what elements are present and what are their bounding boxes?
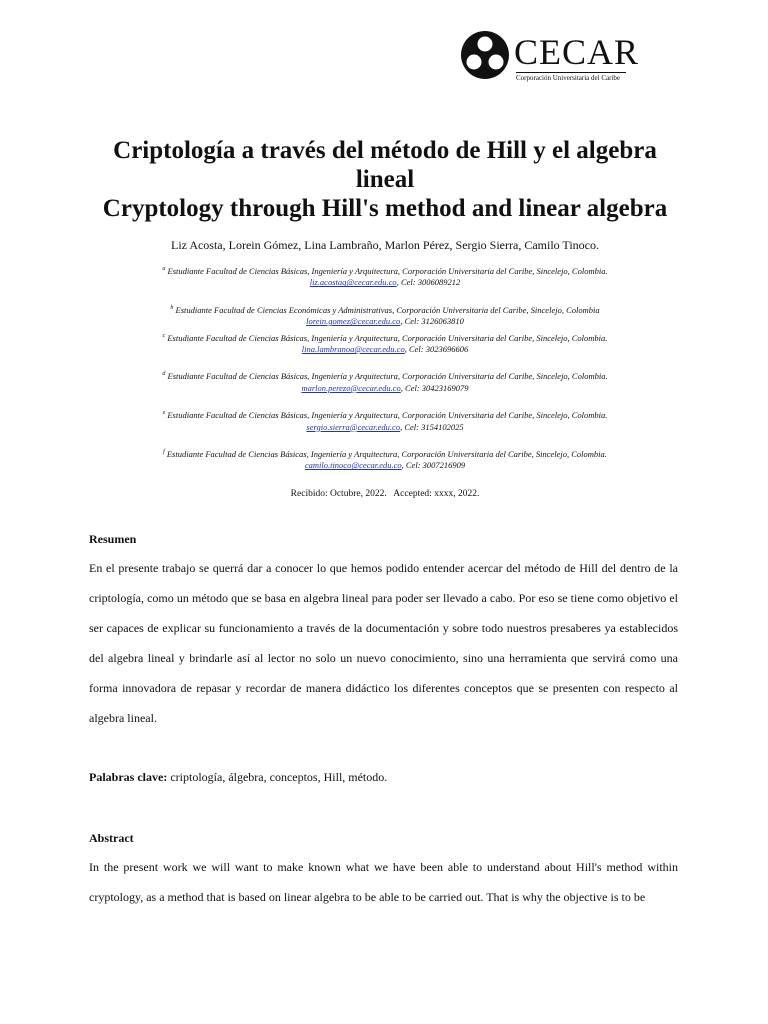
affiliation-text: Estudiante Facultad de Ciencias Básicas, Ingeniería y Arquitectura, Corporación Universitaria del Caribe, Sincelejo, Colombia. [167, 410, 608, 421]
affiliation-5 [80, 408, 690, 433]
phone-text: , Cel: 30423169079 [400, 382, 469, 393]
resumen-body: En el presente trabajo se querrá dar a conocer lo que hemos podido entender acercar del método de Hill del dentro de la criptología, como un método que se basa en algebra lineal para poder ser llevado a cabo. Por eso se tiene como objetivo el ser capaces de explicar su funcionamiento a través de la documentación y sobre todo nuestros presaberes ya establecidos del algebra lineal y brindarle así al lector no solo un nuevo conocimiento, sino una herramienta que servirá como una forma innovadora de repasar y recordar de manera didáctico los diferentes conceptos que se presenten con respecto al algebra lineal. [89, 561, 678, 725]
affiliation-3 [80, 331, 690, 356]
phone-text: , Cel: 3023696606 [404, 343, 469, 354]
title-spanish-line2: lineal [355, 166, 415, 193]
phone-text: , Cel: 3126063810 [400, 316, 464, 327]
email-link[interactable]: sergio.sierra@cecar.edu.co [306, 421, 401, 432]
affiliation-marker: b [170, 304, 174, 311]
affiliation-4 [80, 369, 690, 394]
email-link[interactable]: liz.acostag@cecar.edu.co [309, 277, 397, 288]
cecar-logo [460, 30, 640, 86]
affiliation-marker: c [162, 332, 166, 339]
logo-name: CECAR [514, 32, 640, 72]
keywords-label: Palabras clave: [89, 770, 168, 784]
affiliation-text: Estudiante Facultad de Ciencias Básicas, Ingeniería y Arquitectura, Corporación Universitaria del Caribe, Sincelejo, Colombia. [167, 332, 608, 343]
email-link[interactable]: camilo.tinoco@cecar.edu.co [304, 460, 402, 471]
email-link[interactable]: lina.lambranoa@cecar.edu.co [301, 343, 405, 354]
cecar-emblem-icon [460, 30, 510, 80]
affiliation-text: Estudiante Facultad de Ciencias Básicas, Ingeniería y Arquitectura, Corporación Universitaria del Caribe, Sincelejo, Colombia. [167, 265, 608, 276]
affiliation-2 [80, 303, 690, 328]
title-english: Cryptology through Hill's method and linear algebra [102, 195, 668, 222]
affiliation-text: Estudiante Facultad de Ciencias Económicas y Administrativas, Corporación Universitaria del Caribe, Sincelejo, Colombia [175, 304, 600, 315]
affiliation-marker: a [162, 266, 166, 272]
paper-title [80, 136, 690, 223]
affiliation-text: Estudiante Facultad de Ciencias Básicas, Ingeniería y Arquitectura, Corporación Universitaria del Caribe, Sincelejo, Colombia. [166, 448, 607, 459]
resumen-heading: Resumen [89, 532, 137, 546]
phone-text: , Cel: 3006089212 [396, 277, 461, 288]
received-dates: Recibido: Octubre, 2022. Accepted: xxxx, 2022. [290, 489, 480, 499]
affiliations [80, 264, 690, 486]
author-list: Liz Acosta, Lorein Gómez, Lina Lambraño, Marlon Pérez, Sergio Sierra, Camilo Tinoco. [170, 238, 599, 252]
affiliation-text: Estudiante Facultad de Ciencias Básicas, Ingeniería y Arquitectura, Corporación Universitaria del Caribe, Sincelejo, Colombia. [167, 371, 608, 382]
title-spanish-line1: Criptología a través del método de Hill y el algebra [113, 137, 657, 164]
affiliation-marker: e [162, 410, 166, 417]
affiliation-marker: f [163, 449, 165, 456]
phone-text: , Cel: 3154102025 [400, 421, 464, 432]
email-link[interactable]: marlon.perezo@cecar.edu.co [301, 382, 401, 393]
affiliation-1 [80, 264, 690, 289]
keywords [89, 770, 387, 785]
email-link[interactable]: lorein.gomez@cecar.edu.co [306, 316, 401, 327]
affiliation-marker: d [162, 371, 166, 378]
abstract-body: In the present work we will want to make known what we have been able to understand about Hill's method within cryptology, as a method that is based on linear algebra to be able to be carried out. That is why the objective is to be [89, 860, 678, 904]
keywords-text: criptología, álgebra, conceptos, Hill, método. [167, 770, 388, 784]
phone-text: , Cel: 3007216909 [401, 460, 466, 471]
logo-subtitle: Corporación Universitaria del Caribe [516, 74, 620, 82]
affiliation-6 [80, 447, 690, 472]
logo-divider [516, 72, 626, 73]
abstract-heading: Abstract [89, 831, 134, 845]
